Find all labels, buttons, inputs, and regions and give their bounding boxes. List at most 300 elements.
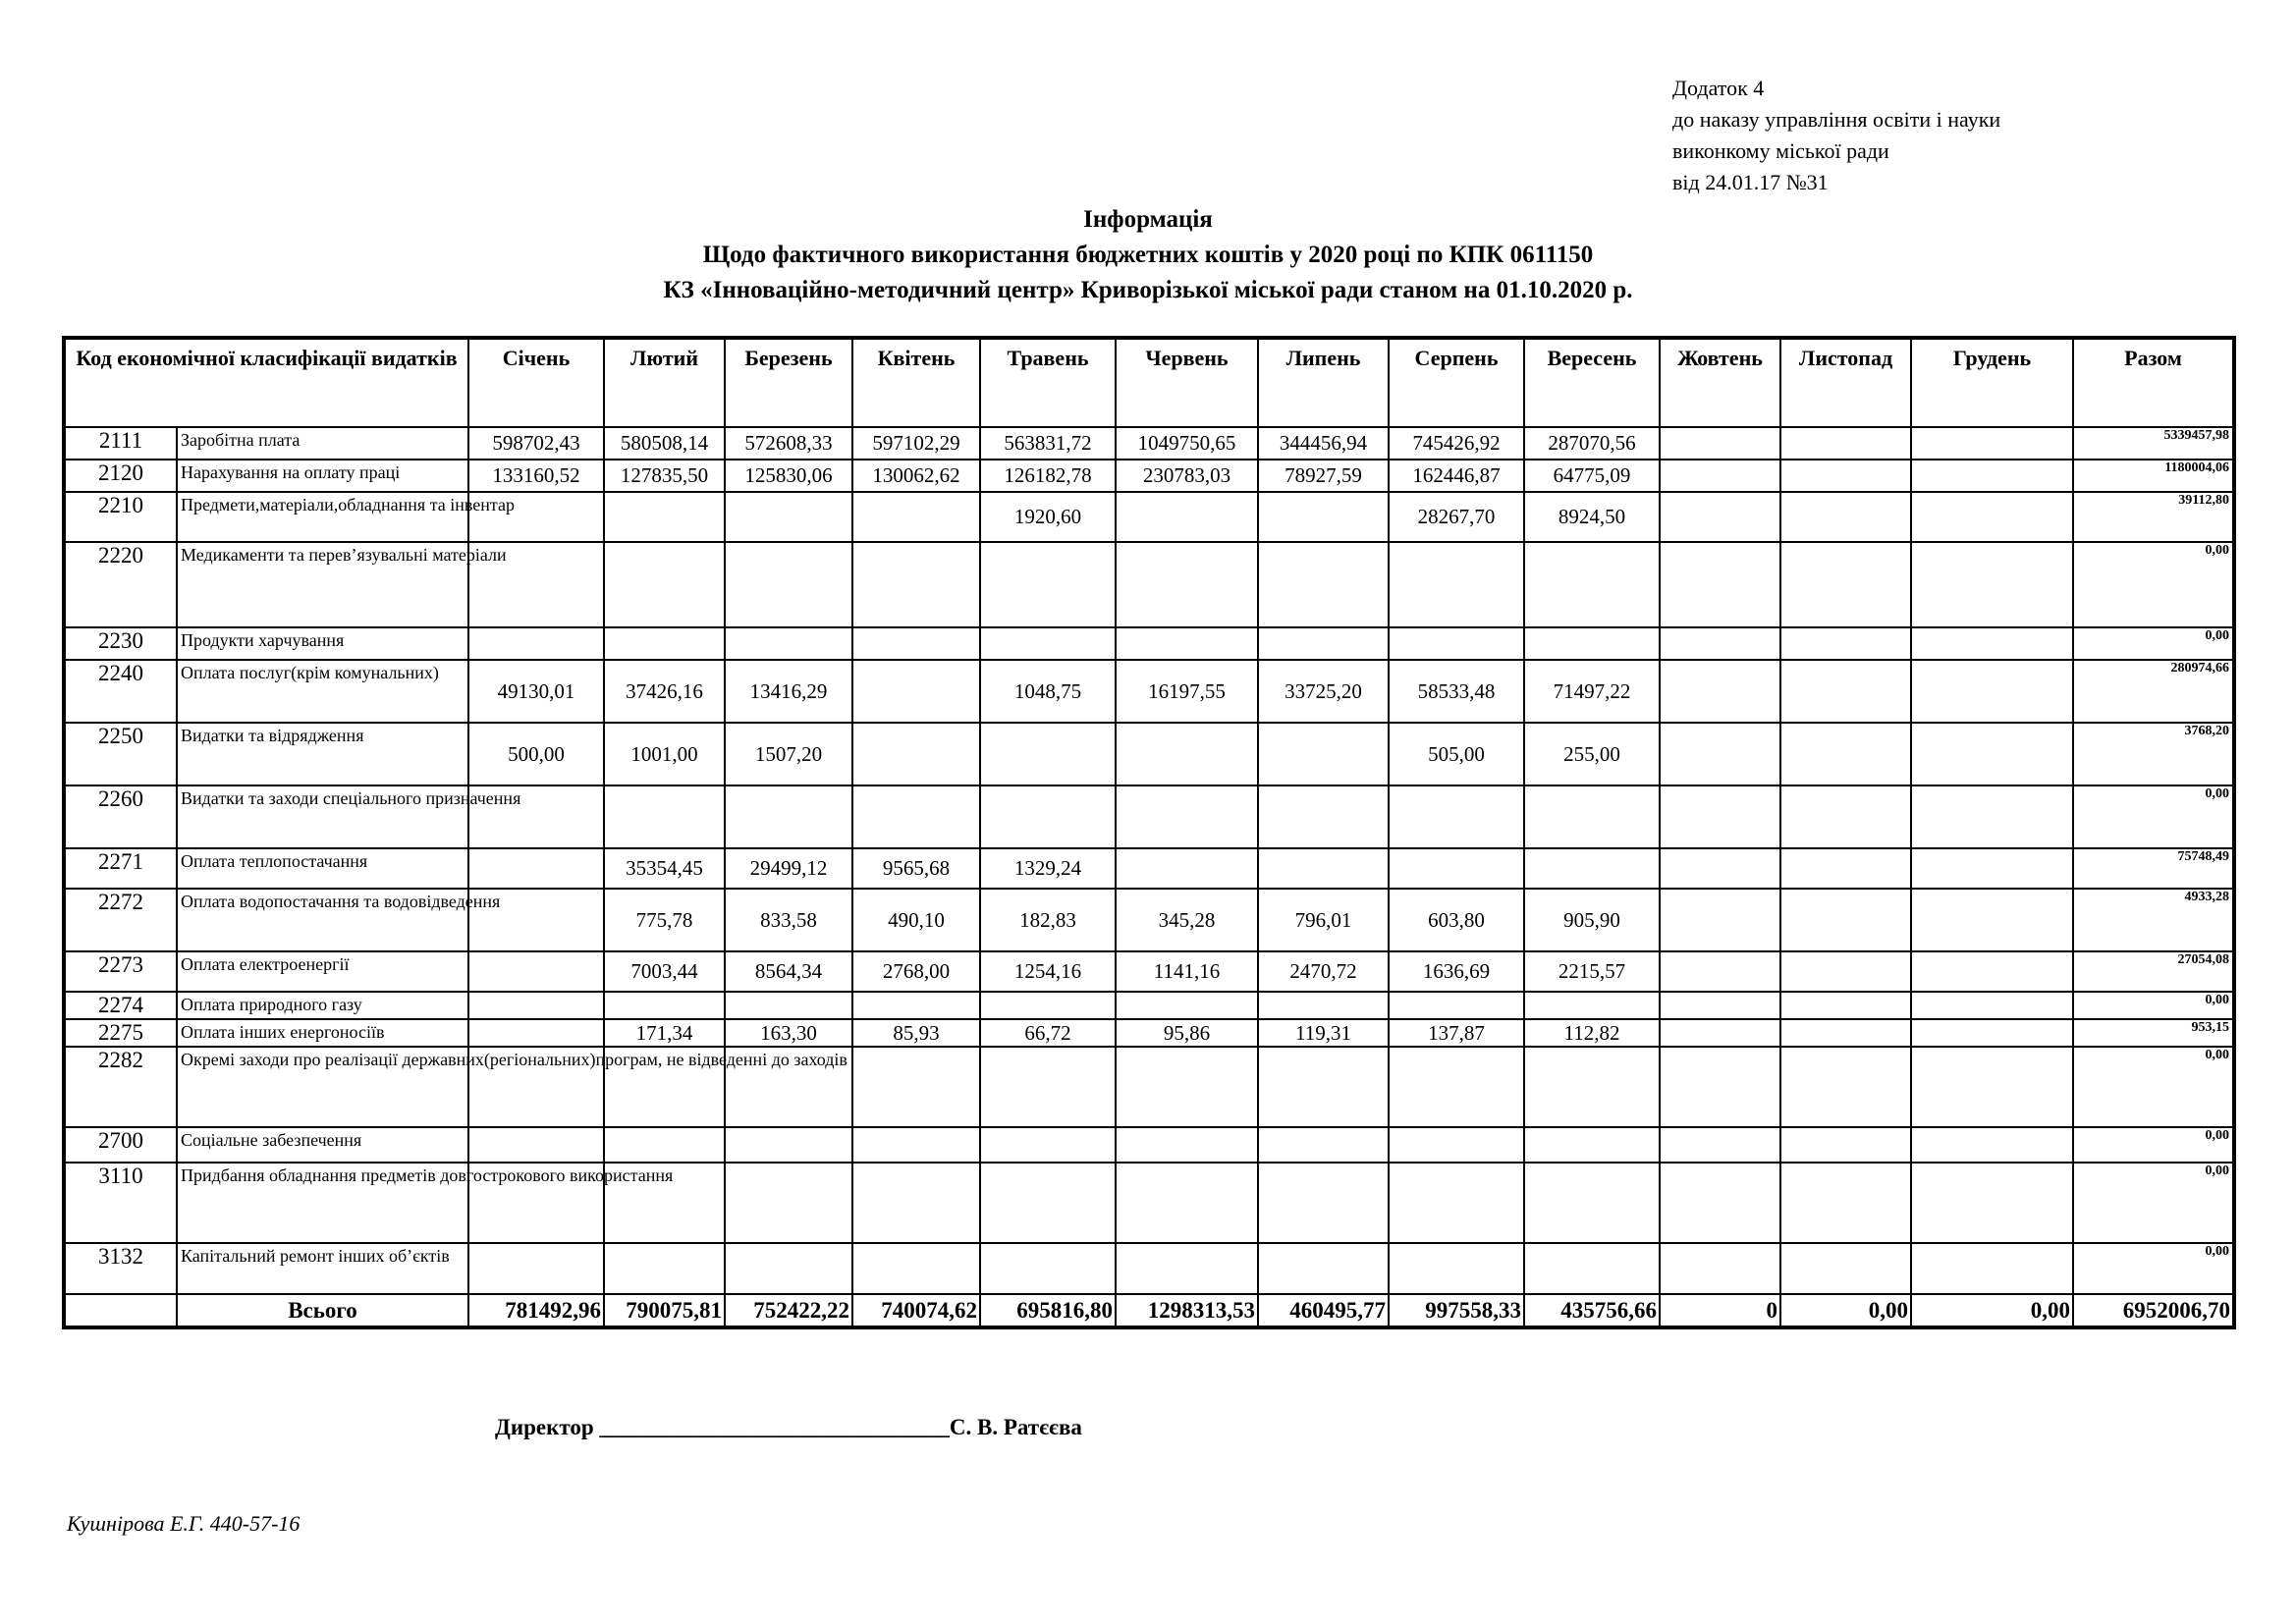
title-line-2: Щодо фактичного використання бюджетних коштів у 2020 році по КПК 0611150 [702, 242, 1594, 268]
month-value: 563831,72 [980, 427, 1116, 460]
header-month: Грудень [1911, 338, 2073, 427]
month-value [1911, 785, 2073, 848]
month-value [1258, 848, 1389, 889]
totals-row [64, 1294, 2234, 1327]
month-value: 85,93 [852, 1019, 980, 1047]
month-value [1660, 1243, 1780, 1294]
row-name: Видатки та заходи спеціального призначення [177, 785, 468, 848]
month-value: 78927,59 [1258, 460, 1389, 492]
month-value: 182,83 [980, 889, 1116, 951]
month-value [1258, 627, 1389, 660]
totals-label: Всього [177, 1294, 468, 1327]
month-value [1911, 1047, 2073, 1127]
month-value [725, 1127, 852, 1163]
table-body [64, 427, 2234, 1327]
month-value [1524, 848, 1660, 889]
month-value: 66,72 [980, 1019, 1116, 1047]
month-value [852, 542, 980, 627]
month-value: 133160,52 [468, 460, 604, 492]
row-name: Оплата природного газу [177, 992, 468, 1019]
header-month: Лютий [604, 338, 725, 427]
row-total: 953,15 [2073, 1019, 2234, 1047]
month-value [604, 542, 725, 627]
month-value [1780, 1047, 1911, 1127]
month-value: 137,87 [1389, 1019, 1524, 1047]
month-value [1116, 992, 1258, 1019]
month-value: 597102,29 [852, 427, 980, 460]
month-value: 745426,92 [1389, 427, 1524, 460]
month-value [1258, 1163, 1389, 1243]
row-name: Медикаменти та перев’язувальні матеріали [177, 542, 468, 627]
row-code: 2274 [64, 992, 177, 1019]
month-value [1660, 542, 1780, 627]
month-value: 1141,16 [1116, 951, 1258, 992]
month-value [725, 992, 852, 1019]
month-value [1258, 785, 1389, 848]
row-name: Оплата послуг(крім комунальних) [177, 660, 468, 723]
month-value [1524, 1127, 1660, 1163]
month-value [1660, 785, 1780, 848]
month-value: 1920,60 [980, 492, 1116, 542]
month-value [1780, 427, 1911, 460]
header-month: Вересень [1524, 338, 1660, 427]
annex-block [1672, 73, 2000, 198]
header-month: Жовтень [1660, 338, 1780, 427]
month-value [1258, 1127, 1389, 1163]
row-total: 280974,66 [2073, 660, 2234, 723]
month-value [604, 492, 725, 542]
month-value [1780, 492, 1911, 542]
grand-total: 6952006,70 [2073, 1294, 2234, 1327]
row-name: Окремі заходи про реалізації державних(регіональних)програм, не відведенні до заходів [177, 1047, 468, 1127]
month-value: 130062,62 [852, 460, 980, 492]
row-code: 2275 [64, 1019, 177, 1047]
month-value [468, 951, 604, 992]
totals-month-value: 435756,66 [1524, 1294, 1660, 1327]
row-code: 2230 [64, 627, 177, 660]
month-value: 775,78 [604, 889, 725, 951]
totals-month-value: 781492,96 [468, 1294, 604, 1327]
row-code: 2120 [64, 460, 177, 492]
month-value [1911, 992, 2073, 1019]
month-value [1660, 427, 1780, 460]
month-value [852, 723, 980, 785]
table-header-row [64, 338, 2234, 427]
month-value [1524, 627, 1660, 660]
month-value [1911, 1163, 2073, 1243]
month-value: 345,28 [1116, 889, 1258, 951]
month-value [1258, 542, 1389, 627]
month-value [1389, 627, 1524, 660]
month-value [1911, 1127, 2073, 1163]
month-value [1780, 1019, 1911, 1047]
month-value [1780, 542, 1911, 627]
month-value: 8924,50 [1524, 492, 1660, 542]
month-value: 33725,20 [1258, 660, 1389, 723]
month-value [1780, 1243, 1911, 1294]
table-row [64, 1243, 2234, 1294]
month-value [1660, 848, 1780, 889]
month-value [1116, 1243, 1258, 1294]
month-value [1660, 723, 1780, 785]
month-value: 49130,01 [468, 660, 604, 723]
row-name: Заробітна плата [177, 427, 468, 460]
month-value [1116, 848, 1258, 889]
row-code: 2282 [64, 1047, 177, 1127]
row-total: 3768,20 [2073, 723, 2234, 785]
row-code: 2240 [64, 660, 177, 723]
month-value [1660, 460, 1780, 492]
month-value: 2215,57 [1524, 951, 1660, 992]
month-value [980, 1127, 1116, 1163]
month-value [852, 660, 980, 723]
row-total: 0,00 [2073, 1047, 2234, 1127]
row-code: 3132 [64, 1243, 177, 1294]
row-total: 0,00 [2073, 1127, 2234, 1163]
month-value [1911, 1243, 2073, 1294]
table-row [64, 1019, 2234, 1047]
month-value [1116, 627, 1258, 660]
month-value: 580508,14 [604, 427, 725, 460]
month-value: 2470,72 [1258, 951, 1389, 992]
month-value: 29499,12 [725, 848, 852, 889]
month-value: 125830,06 [725, 460, 852, 492]
row-code: 2260 [64, 785, 177, 848]
month-value [852, 1047, 980, 1127]
month-value: 7003,44 [604, 951, 725, 992]
row-name: Оплата інших енергоносіїв [177, 1019, 468, 1047]
month-value [852, 1127, 980, 1163]
month-value [1389, 848, 1524, 889]
row-code: 2111 [64, 427, 177, 460]
month-value [1389, 992, 1524, 1019]
month-value [468, 848, 604, 889]
totals-month-value: 460495,77 [1258, 1294, 1389, 1327]
month-value [1258, 492, 1389, 542]
annex-line-3: виконкому міської ради [1672, 138, 1889, 163]
totals-month-value: 0,00 [1911, 1294, 2073, 1327]
header-code: Код економічної класифікації видатків [64, 338, 468, 427]
row-name: Нарахування на оплату праці [177, 460, 468, 492]
totals-code-cell [64, 1294, 177, 1327]
month-value [852, 785, 980, 848]
month-value: 126182,78 [980, 460, 1116, 492]
month-value [1660, 627, 1780, 660]
month-value [1258, 1243, 1389, 1294]
table-row [64, 723, 2234, 785]
table-row [64, 627, 2234, 660]
totals-month-value: 1298313,53 [1116, 1294, 1258, 1327]
month-value [468, 627, 604, 660]
row-code: 2210 [64, 492, 177, 542]
month-value [1911, 660, 2073, 723]
table-row [64, 1127, 2234, 1163]
month-value [1911, 723, 2073, 785]
director-signature: Директор _______________________________С. В. Ратєєва [495, 1415, 1082, 1439]
month-value: 905,90 [1524, 889, 1660, 951]
table-row [64, 460, 2234, 492]
month-value: 71497,22 [1524, 660, 1660, 723]
month-value [725, 627, 852, 660]
month-value: 255,00 [1524, 723, 1660, 785]
month-value [1911, 427, 2073, 460]
month-value [980, 542, 1116, 627]
month-value [1116, 1127, 1258, 1163]
table-row [64, 660, 2234, 723]
document-title [0, 202, 2296, 308]
month-value: 162446,87 [1389, 460, 1524, 492]
month-value [604, 1243, 725, 1294]
month-value [1389, 1163, 1524, 1243]
month-value: 127835,50 [604, 460, 725, 492]
month-value [1911, 1019, 2073, 1047]
month-value [1116, 542, 1258, 627]
month-value: 500,00 [468, 723, 604, 785]
month-value [1780, 627, 1911, 660]
title-line-1: Інформація [1083, 206, 1213, 233]
executor-contact: Кушнірова Е.Г. 440-57-16 [67, 1511, 301, 1536]
row-name: Соціальне забезпечення [177, 1127, 468, 1163]
row-code: 2273 [64, 951, 177, 992]
month-value [1660, 660, 1780, 723]
month-value [1389, 1127, 1524, 1163]
row-name: Оплата електроенергії [177, 951, 468, 992]
month-value: 119,31 [1258, 1019, 1389, 1047]
month-value [980, 1243, 1116, 1294]
month-value: 1636,69 [1389, 951, 1524, 992]
month-value [1780, 889, 1911, 951]
row-total: 5339457,98 [2073, 427, 2234, 460]
totals-month-value: 740074,62 [852, 1294, 980, 1327]
month-value [1524, 992, 1660, 1019]
month-value [1911, 951, 2073, 992]
header-month: Листопад [1780, 338, 1911, 427]
row-name: Придбання обладнання предметів довгострокового використання [177, 1163, 468, 1243]
month-value [1524, 1243, 1660, 1294]
month-value [1116, 723, 1258, 785]
row-total: 0,00 [2073, 627, 2234, 660]
row-code: 2250 [64, 723, 177, 785]
table-row [64, 848, 2234, 889]
month-value [852, 992, 980, 1019]
month-value: 28267,70 [1389, 492, 1524, 542]
month-value: 13416,29 [725, 660, 852, 723]
month-value [1660, 992, 1780, 1019]
month-value [1911, 542, 2073, 627]
month-value [725, 542, 852, 627]
month-value [852, 627, 980, 660]
month-value [1116, 1163, 1258, 1243]
row-total: 27054,08 [2073, 951, 2234, 992]
row-name: Продукти харчування [177, 627, 468, 660]
month-value [1780, 785, 1911, 848]
month-value [980, 785, 1116, 848]
month-value [1258, 992, 1389, 1019]
month-value [1660, 951, 1780, 992]
month-value [604, 627, 725, 660]
month-value: 64775,09 [1524, 460, 1660, 492]
month-value: 505,00 [1389, 723, 1524, 785]
month-value [604, 992, 725, 1019]
month-value [468, 1243, 604, 1294]
month-value [1660, 1047, 1780, 1127]
month-value: 344456,94 [1258, 427, 1389, 460]
month-value [1911, 460, 2073, 492]
totals-month-value: 0 [1660, 1294, 1780, 1327]
month-value [1780, 660, 1911, 723]
month-value [1780, 460, 1911, 492]
row-total: 75748,49 [2073, 848, 2234, 889]
row-total: 0,00 [2073, 785, 2234, 848]
month-value [1389, 1243, 1524, 1294]
totals-month-value: 695816,80 [980, 1294, 1116, 1327]
month-value [725, 1163, 852, 1243]
table-row [64, 492, 2234, 542]
month-value [725, 492, 852, 542]
month-value: 163,30 [725, 1019, 852, 1047]
month-value [1660, 1127, 1780, 1163]
month-value [468, 992, 604, 1019]
row-total: 0,00 [2073, 542, 2234, 627]
title-line-3: КЗ «Інноваційно-методичний центр» Криворізької міської ради станом на 01.10.2020 р. [663, 277, 1633, 303]
month-value: 598702,43 [468, 427, 604, 460]
row-total: 1180004,06 [2073, 460, 2234, 492]
month-value: 1049750,65 [1116, 427, 1258, 460]
month-value [1660, 1163, 1780, 1243]
header-month: Січень [468, 338, 604, 427]
month-value: 1254,16 [980, 951, 1116, 992]
month-value [1389, 542, 1524, 627]
row-name: Капітальний ремонт інших об’єктів [177, 1243, 468, 1294]
table-row [64, 951, 2234, 992]
month-value [1258, 1047, 1389, 1127]
month-value: 572608,33 [725, 427, 852, 460]
month-value [725, 1243, 852, 1294]
month-value [980, 1047, 1116, 1127]
month-value [1524, 1163, 1660, 1243]
month-value [1660, 889, 1780, 951]
table-row [64, 992, 2234, 1019]
month-value [1780, 723, 1911, 785]
month-value: 796,01 [1258, 889, 1389, 951]
month-value: 2768,00 [852, 951, 980, 992]
month-value: 16197,55 [1116, 660, 1258, 723]
month-value: 230783,03 [1116, 460, 1258, 492]
month-value [1258, 723, 1389, 785]
month-value [980, 1163, 1116, 1243]
month-value: 8564,34 [725, 951, 852, 992]
table-row [64, 889, 2234, 951]
annex-line-1: Додаток 4 [1672, 76, 1765, 100]
row-code: 2271 [64, 848, 177, 889]
month-value: 9565,68 [852, 848, 980, 889]
month-value [980, 723, 1116, 785]
row-total: 4933,28 [2073, 889, 2234, 951]
month-value [980, 992, 1116, 1019]
month-value [1524, 1047, 1660, 1127]
month-value [1780, 992, 1911, 1019]
header-month: Травень [980, 338, 1116, 427]
month-value [1911, 492, 2073, 542]
row-name: Оплата водопостачання та водовідведення [177, 889, 468, 951]
month-value [1116, 1047, 1258, 1127]
month-value [604, 1127, 725, 1163]
month-value [468, 1019, 604, 1047]
header-month: Червень [1116, 338, 1258, 427]
month-value [1524, 542, 1660, 627]
month-value [1660, 1019, 1780, 1047]
month-value [1911, 848, 2073, 889]
row-total: 39112,80 [2073, 492, 2234, 542]
totals-month-value: 997558,33 [1389, 1294, 1524, 1327]
month-value: 833,58 [725, 889, 852, 951]
month-value [725, 785, 852, 848]
month-value [852, 1243, 980, 1294]
month-value: 1329,24 [980, 848, 1116, 889]
month-value [1780, 1127, 1911, 1163]
month-value [1780, 848, 1911, 889]
annex-line-4: від 24.01.17 №31 [1672, 170, 1829, 194]
month-value [1660, 492, 1780, 542]
totals-month-value: 790075,81 [604, 1294, 725, 1327]
header-month: Квітень [852, 338, 980, 427]
month-value: 112,82 [1524, 1019, 1660, 1047]
annex-line-2: до наказу управління освіти і науки [1672, 107, 2001, 132]
row-total: 0,00 [2073, 992, 2234, 1019]
row-code: 2272 [64, 889, 177, 951]
month-value [468, 1127, 604, 1163]
row-code: 2700 [64, 1127, 177, 1163]
table-row [64, 542, 2234, 627]
month-value [1911, 889, 2073, 951]
month-value [1389, 1047, 1524, 1127]
month-value [1911, 627, 2073, 660]
table-row [64, 1047, 2234, 1127]
totals-month-value: 752422,22 [725, 1294, 852, 1327]
month-value: 35354,45 [604, 848, 725, 889]
totals-month-value: 0,00 [1780, 1294, 1911, 1327]
row-code: 3110 [64, 1163, 177, 1243]
month-value: 287070,56 [1524, 427, 1660, 460]
month-value [1116, 492, 1258, 542]
header-month: Березень [725, 338, 852, 427]
month-value: 171,34 [604, 1019, 725, 1047]
month-value [1389, 785, 1524, 848]
row-name: Видатки та відрядження [177, 723, 468, 785]
month-value: 603,80 [1389, 889, 1524, 951]
month-value [1780, 1163, 1911, 1243]
row-total: 0,00 [2073, 1243, 2234, 1294]
month-value: 1507,20 [725, 723, 852, 785]
month-value: 1048,75 [980, 660, 1116, 723]
month-value [1524, 785, 1660, 848]
header-month: Серпень [1389, 338, 1524, 427]
month-value [980, 627, 1116, 660]
table-row [64, 427, 2234, 460]
table-row [64, 785, 2234, 848]
header-total: Разом [2073, 338, 2234, 427]
row-code: 2220 [64, 542, 177, 627]
month-value [852, 492, 980, 542]
month-value [852, 1163, 980, 1243]
month-value [1780, 951, 1911, 992]
row-name: Оплата теплопостачання [177, 848, 468, 889]
month-value: 58533,48 [1389, 660, 1524, 723]
row-name: Предмети,матеріали,обладнання та інвентар [177, 492, 468, 542]
month-value: 1001,00 [604, 723, 725, 785]
month-value: 37426,16 [604, 660, 725, 723]
month-value: 490,10 [852, 889, 980, 951]
